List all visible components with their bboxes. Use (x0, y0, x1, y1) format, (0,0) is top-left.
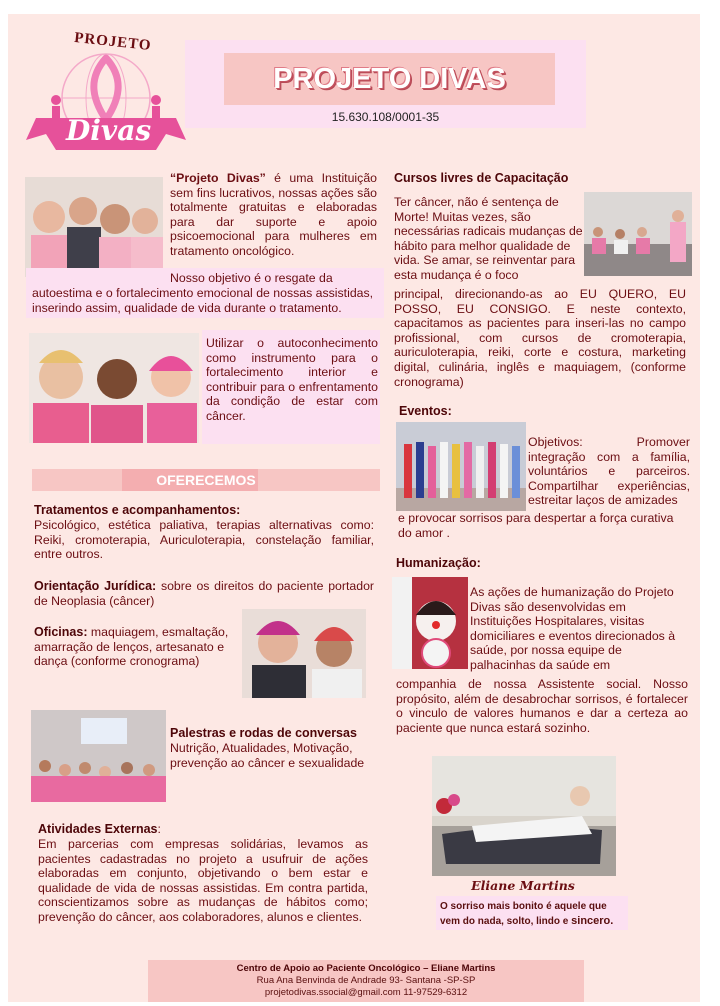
page-title: PROJETO DIVAS (273, 63, 506, 95)
logo (26, 28, 186, 160)
humanization-title: Humanização: (396, 556, 481, 570)
tribute-quote-text: O sorriso mais bonito é aquele que vem do nada, solto, lindo e (440, 901, 607, 927)
tribute-quote-emphasis: sincero. (571, 915, 614, 927)
external-heading (38, 822, 368, 837)
courses-text-b: principal, direcionando-as ao EU QUERO, EU POSSO, EU CONSIGO. E neste contexto, capacitamos as pacientes para inseri-las no campo profissional, com cursos de cromoterapia, auriculoterapia, reiki, corte e costura, marketing digital, culinária, inglês e maquiagem, (conforme cronograma) (394, 287, 686, 389)
events-text-a: Objetivos: Promover integração com a família, voluntários e parceiros. Compartilhar experiências, estreitar laços de amizades (528, 435, 690, 508)
logo-script-text: Divas (66, 114, 152, 147)
fashion-show-photo (396, 422, 526, 511)
flyer-page (8, 14, 700, 1002)
intro-brand: “Projeto Divas” (170, 171, 266, 185)
treatments-text: Psicológico, estética paliativa, terapias alternativas como: Reiki, cromoterapia, Auriculoterapia, constelação familiar, entre outros. (34, 518, 374, 562)
eliane-martins-photo (432, 756, 616, 876)
humanization-text-a: As ações de humanização do Projeto Divas são desenvolvidas em Instituições Hospitalares, visitas domiciliares e eventos direcionados à saúde, por nossa equipe de palhacinhas da saúde em (470, 585, 676, 672)
footer-contact: projetodivas.ssocial@gmail.com 11-97529-6312 (264, 987, 468, 998)
intro-paragraph (170, 171, 377, 259)
workshops-title: Oficinas: (34, 625, 88, 639)
workshops-paragraph (34, 625, 240, 669)
external-text: Em parcerias com empresas solidárias, levamos as pacientes cadastradas no projeto a usufruir de ações elaboradas em conjunto, objetivando o bem estar e qualidade de vida de nossas assistidas. Em contra partida, conscientizamos sobre as mudanças de hábitos como; prevenção do câncer, aos colaboradores, alunos e clientes. (38, 837, 368, 924)
courses-title: Cursos livres de Capacitação (394, 171, 569, 185)
offer-banner-label: OFERECEMOS (156, 472, 256, 488)
clown-photo (392, 577, 468, 669)
makeup-photo (242, 609, 366, 698)
external-colon: : (157, 822, 161, 836)
three-women-photo (29, 333, 199, 443)
class-photo (584, 192, 692, 276)
intro-objective-b: autoestima e o fortalecimento emocional de nossas assistidas, inserindo assim, qualidade de vida durante o tratamento. (32, 286, 374, 315)
header-panel (185, 40, 586, 128)
tribute-quote (440, 900, 628, 929)
footer-panel (148, 960, 584, 1002)
cnpj: 15.630.108/0001-35 (331, 110, 440, 124)
self-knowledge-text: Utilizar o autoconhecimento como instrumento para o fortalecimento interior e contribuir para o enfrentamento da condição de estar com câncer. (206, 336, 378, 423)
talks-title: Palestras e rodas de conversas (170, 726, 357, 740)
legal-title: Orientação Jurídica: (34, 579, 157, 593)
legal-paragraph (34, 579, 374, 608)
talks-text: Nutrição, Atualidades, Motivação, prevenção ao câncer e sexualidade (170, 741, 365, 770)
women-group-photo (25, 177, 163, 277)
tribute-name: Eliane Martins (471, 878, 575, 893)
logo-top-text: PROJETO (73, 29, 153, 55)
external-title: Atividades Externas (38, 822, 158, 836)
footer-org-name: Centro de Apoio ao Paciente Oncológico – Eliane Martins (236, 963, 496, 974)
title-banner (224, 53, 555, 105)
footer-address: Rua Ana Benvinda de Andrade 93- Santana -SP-SP (256, 975, 476, 986)
offer-banner (32, 469, 380, 491)
events-text-b: e provocar sorrisos para despertar a força curativa do amor . (398, 511, 674, 540)
lecture-photo (31, 710, 166, 802)
courses-text-a: Ter câncer, não é sentença de Morte! Muitas vezes, são necessárias radicais mudanças de hábito para melhor qualidade de vida. Se amar, se reinventar para esta mudança é o foco (394, 195, 583, 282)
treatments-title: Tratamentos e acompanhamentos: (34, 503, 241, 517)
intro-objective-a: Nosso objetivo é o resgate da (170, 271, 333, 285)
events-title: Eventos: (399, 404, 452, 418)
workshops-text: maquiagem, esmaltação, amarração de lenços, artesanato e dança (conforme cronograma) (34, 625, 229, 669)
intro-text: é uma Instituição sem fins lucrativos, nossas ações são totalmente gratuitas e elaboradas para dar suporte e apoio psicoemocional para mulheres em tratamento oncológico. (170, 171, 377, 258)
humanization-text-b: companhia de nossa Assistente social. Nosso propósito, além de desabrochar sorrisos, é fortalecer o vinculo de valores humanos e dar a certeza ao paciente que nunca estará sozinho. (396, 677, 688, 735)
legal-text: sobre os direitos do paciente portador de Neoplasia (câncer) (34, 579, 375, 608)
